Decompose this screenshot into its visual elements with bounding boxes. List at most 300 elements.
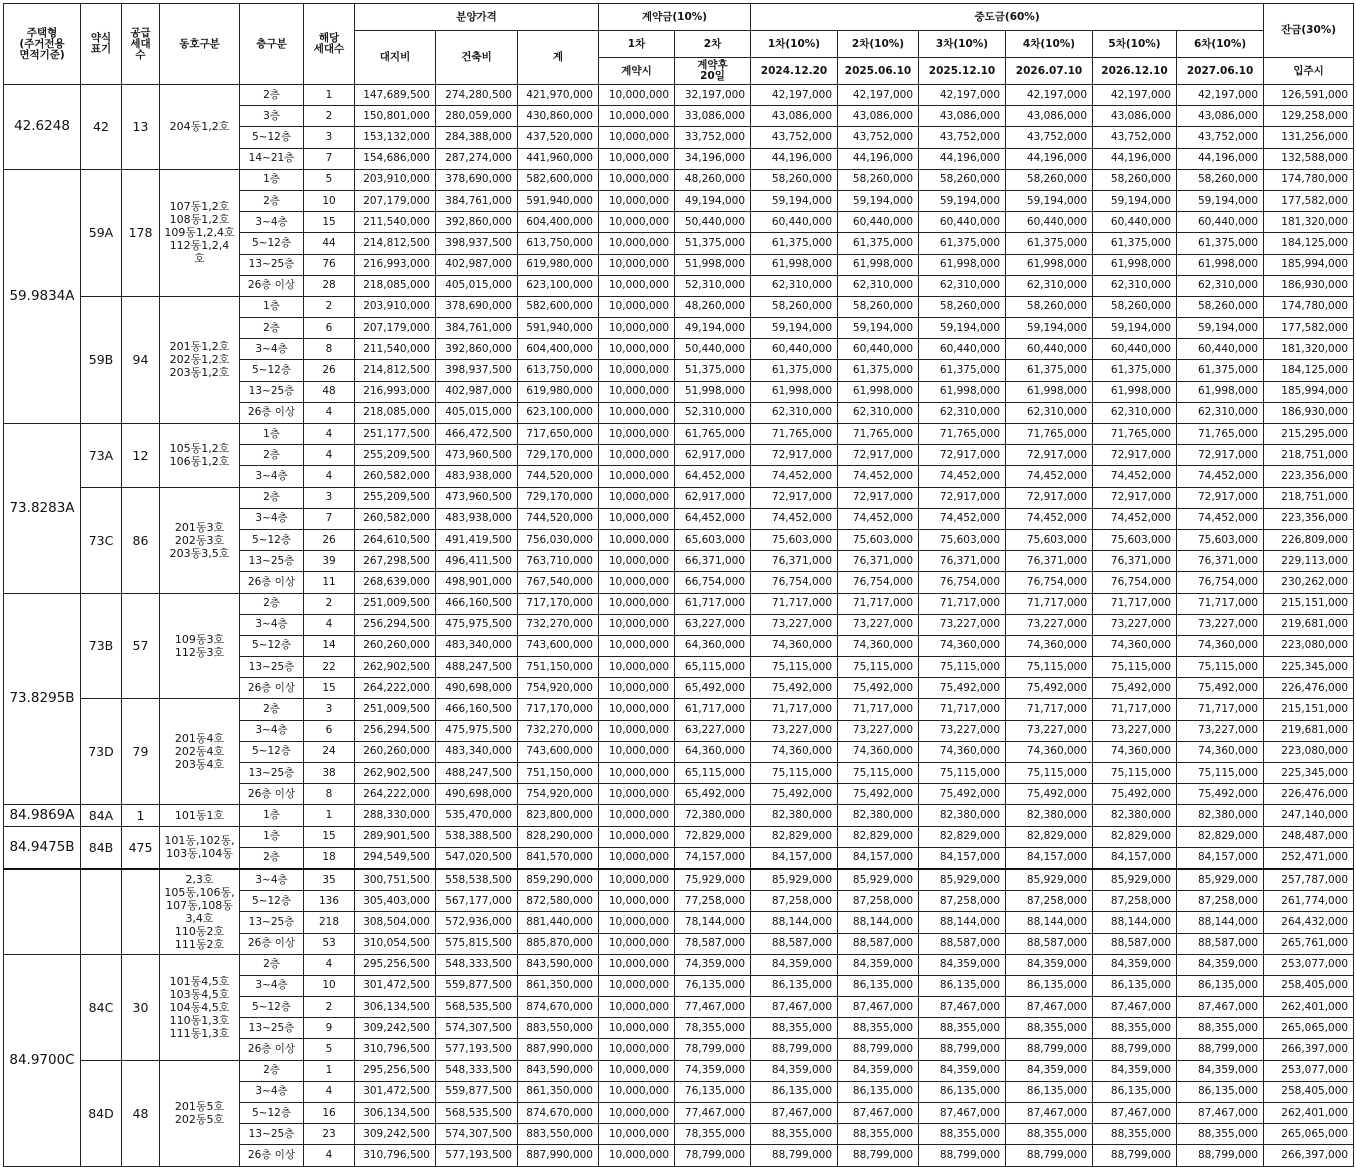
price-cell: 568,535,500 [436,997,518,1018]
price-cell: 88,144,000 [1093,912,1177,933]
price-cell: 63,227,000 [675,720,751,741]
floor-cell: 26층 이상 [240,402,304,423]
price-cell: 10,000,000 [599,1145,675,1166]
price-cell: 247,140,000 [1264,805,1354,826]
price-cell: 613,750,000 [518,233,599,254]
price-cell: 86,135,000 [1006,975,1093,996]
price-cell: 384,761,000 [436,318,518,339]
header-floor: 층구분 [240,4,304,85]
price-cell: 74,360,000 [1177,741,1264,762]
price-cell: 88,144,000 [838,912,919,933]
price-cell: 61,998,000 [1006,254,1093,275]
unit-count-cell: 7 [304,148,355,169]
price-cell: 42,197,000 [1093,85,1177,106]
price-cell: 88,355,000 [919,1124,1006,1145]
price-cell: 253,077,000 [1264,1060,1354,1081]
price-cell: 266,397,000 [1264,1145,1354,1166]
price-cell: 619,980,000 [518,381,599,402]
price-cell: 10,000,000 [599,318,675,339]
price-cell: 75,115,000 [751,657,838,678]
price-cell: 86,135,000 [1177,1081,1264,1102]
price-cell: 10,000,000 [599,106,675,127]
price-cell: 751,150,000 [518,657,599,678]
price-cell: 43,752,000 [1177,127,1264,148]
price-cell: 301,472,500 [355,1081,436,1102]
unit-count-cell: 4 [304,466,355,487]
price-cell: 10,000,000 [599,763,675,784]
price-cell: 262,902,500 [355,763,436,784]
floor-cell: 13~25층 [240,381,304,402]
price-cell: 874,670,000 [518,997,599,1018]
unit-count-cell: 4 [304,614,355,635]
price-cell: 88,355,000 [751,1018,838,1039]
unit-count-cell: 3 [304,487,355,508]
price-cell: 61,998,000 [838,254,919,275]
short-label-cell: 84C [81,954,122,1060]
price-cell: 43,752,000 [1006,127,1093,148]
floor-cell: 26층 이상 [240,933,304,954]
supply-count-cell: 57 [122,593,160,699]
price-cell: 181,320,000 [1264,339,1354,360]
price-cell: 392,860,000 [436,339,518,360]
price-cell: 74,452,000 [838,466,919,487]
price-cell: 260,260,000 [355,635,436,656]
price-cell: 10,000,000 [599,954,675,975]
unit-count-cell: 24 [304,741,355,762]
table-row [4,805,1354,826]
price-cell: 226,809,000 [1264,529,1354,550]
price-cell: 87,467,000 [1093,1103,1177,1124]
price-cell: 744,520,000 [518,466,599,487]
price-cell: 751,150,000 [518,763,599,784]
price-cell: 60,440,000 [838,212,919,233]
price-cell: 260,260,000 [355,741,436,762]
price-cell: 10,000,000 [599,254,675,275]
price-cell: 767,540,000 [518,572,599,593]
unit-count-cell: 2 [304,593,355,614]
floor-cell: 1층 [240,826,304,847]
price-cell: 88,144,000 [1177,912,1264,933]
header-total: 계 [518,31,599,85]
price-cell: 72,917,000 [838,445,919,466]
header-balance-when: 입주시 [1264,58,1354,85]
price-cell: 215,151,000 [1264,699,1354,720]
price-cell: 84,359,000 [1093,954,1177,975]
price-cell: 87,467,000 [1006,1103,1093,1124]
price-cell: 10,000,000 [599,466,675,487]
price-cell: 88,587,000 [1177,933,1264,954]
price-cell: 58,260,000 [919,169,1006,190]
price-cell: 306,134,500 [355,1103,436,1124]
price-cell: 547,020,500 [436,847,518,869]
price-cell: 58,260,000 [838,296,919,317]
floor-cell: 5~12층 [240,891,304,912]
unit-count-cell: 1 [304,805,355,826]
price-cell: 88,799,000 [1006,1039,1093,1060]
unit-count-cell: 6 [304,720,355,741]
price-cell: 71,717,000 [919,593,1006,614]
price-cell: 42,197,000 [919,85,1006,106]
price-cell: 88,799,000 [919,1145,1006,1166]
price-cell: 74,452,000 [1006,508,1093,529]
price-cell: 10,000,000 [599,678,675,699]
price-cell: 483,938,000 [436,466,518,487]
floor-cell: 3층 [240,106,304,127]
price-cell: 256,294,500 [355,614,436,635]
price-cell: 225,345,000 [1264,763,1354,784]
price-cell: 71,717,000 [1093,699,1177,720]
price-cell: 71,717,000 [751,593,838,614]
price-cell: 305,403,000 [355,891,436,912]
price-cell: 60,440,000 [751,212,838,233]
price-cell: 10,000,000 [599,529,675,550]
price-cell: 60,440,000 [1093,339,1177,360]
price-cell: 248,487,000 [1264,826,1354,847]
short-label-cell: 59B [81,296,122,423]
price-cell: 74,452,000 [919,508,1006,529]
table-row [4,1060,1354,1081]
price-cell: 73,227,000 [1006,614,1093,635]
unit-count-cell: 15 [304,826,355,847]
floor-cell: 5~12층 [240,1103,304,1124]
price-cell: 577,193,500 [436,1145,518,1166]
price-cell: 252,471,000 [1264,847,1354,869]
price-cell: 437,520,000 [518,127,599,148]
price-cell: 398,937,500 [436,233,518,254]
housing-type-cell: 84.9475B [4,826,81,869]
price-cell: 48,260,000 [675,296,751,317]
price-cell: 59,194,000 [919,318,1006,339]
price-cell: 392,860,000 [436,212,518,233]
price-cell: 61,375,000 [751,233,838,254]
unit-count-cell: 5 [304,1039,355,1060]
price-cell: 73,227,000 [1177,614,1264,635]
dong-ho-cell: 109동3호 112동3호 [160,593,240,699]
price-cell: 33,752,000 [675,127,751,148]
price-cell: 10,000,000 [599,1060,675,1081]
header-balance-group: 잔금(30%) [1264,4,1354,58]
price-cell: 384,761,000 [436,190,518,211]
price-cell: 51,998,000 [675,254,751,275]
price-cell: 75,492,000 [1006,678,1093,699]
price-cell: 378,690,000 [436,296,518,317]
unit-count-cell: 9 [304,1018,355,1039]
floor-cell: 3~4층 [240,720,304,741]
price-cell: 226,476,000 [1264,784,1354,805]
price-cell: 859,290,000 [518,869,599,891]
price-cell: 87,258,000 [751,891,838,912]
price-cell: 59,194,000 [838,190,919,211]
price-cell: 577,193,500 [436,1039,518,1060]
price-cell: 466,160,500 [436,699,518,720]
price-cell: 75,929,000 [675,869,751,891]
price-cell: 184,125,000 [1264,233,1354,254]
price-cell: 402,987,000 [436,381,518,402]
price-cell: 88,355,000 [838,1124,919,1145]
price-cell: 301,472,500 [355,975,436,996]
price-cell: 218,751,000 [1264,445,1354,466]
price-cell: 84,157,000 [838,847,919,869]
header-supply-count: 공급 세대 수 [122,4,160,85]
header-mid-4-date: 2026.07.10 [1006,58,1093,85]
price-cell: 86,135,000 [1093,975,1177,996]
price-cell: 85,929,000 [1093,869,1177,891]
price-cell: 76,754,000 [1093,572,1177,593]
unit-count-cell: 2 [304,997,355,1018]
price-cell: 216,993,000 [355,381,436,402]
price-cell: 153,132,000 [355,127,436,148]
unit-count-cell: 4 [304,424,355,445]
price-cell: 872,580,000 [518,891,599,912]
price-cell: 82,380,000 [838,805,919,826]
short-label-cell: 73C [81,487,122,593]
price-cell: 74,157,000 [675,847,751,869]
price-cell: 732,270,000 [518,720,599,741]
price-cell: 60,440,000 [919,339,1006,360]
price-cell: 82,829,000 [919,826,1006,847]
short-label-cell: 84D [81,1060,122,1166]
supply-count-cell: 48 [122,1060,160,1166]
price-cell: 82,829,000 [1177,826,1264,847]
housing-type-cell: 84.9869A [4,805,81,826]
price-cell: 88,144,000 [919,912,1006,933]
supply-count-cell: 178 [122,169,160,296]
price-cell: 87,467,000 [919,1103,1006,1124]
price-cell: 828,290,000 [518,826,599,847]
price-cell: 260,582,000 [355,508,436,529]
price-cell: 261,774,000 [1264,891,1354,912]
floor-cell: 1층 [240,169,304,190]
price-cell: 88,799,000 [1177,1145,1264,1166]
price-cell: 74,360,000 [838,635,919,656]
price-cell: 88,799,000 [1093,1145,1177,1166]
price-cell: 186,930,000 [1264,402,1354,423]
price-cell: 61,998,000 [751,381,838,402]
price-cell: 71,717,000 [838,699,919,720]
price-cell: 75,492,000 [838,784,919,805]
floor-cell: 5~12층 [240,360,304,381]
price-cell: 255,209,500 [355,445,436,466]
price-cell: 177,582,000 [1264,318,1354,339]
unit-count-cell: 7 [304,508,355,529]
price-cell: 75,603,000 [1006,529,1093,550]
dong-ho-cell: 101동4,5호 103동4,5호 104동4,5호 110동1,3호 111동1,3호 [160,954,240,1060]
price-cell: 58,260,000 [1006,169,1093,190]
price-cell: 73,227,000 [1093,720,1177,741]
price-cell: 44,196,000 [919,148,1006,169]
price-cell: 223,356,000 [1264,466,1354,487]
price-cell: 10,000,000 [599,720,675,741]
price-cell: 219,681,000 [1264,720,1354,741]
price-cell: 72,829,000 [675,826,751,847]
price-cell: 62,310,000 [751,275,838,296]
price-cell: 887,990,000 [518,1039,599,1060]
price-cell: 87,467,000 [751,997,838,1018]
price-cell: 61,998,000 [1093,381,1177,402]
price-cell: 44,196,000 [1006,148,1093,169]
dong-ho-cell: 105동1,2호 106동1,2호 [160,424,240,488]
price-cell: 558,538,500 [436,869,518,891]
price-cell: 75,115,000 [1006,763,1093,784]
price-cell: 274,280,500 [436,85,518,106]
price-cell: 559,877,500 [436,975,518,996]
price-cell: 49,194,000 [675,190,751,211]
unit-count-cell: 1 [304,85,355,106]
price-cell: 32,197,000 [675,85,751,106]
price-cell: 300,751,500 [355,869,436,891]
price-cell: 43,086,000 [919,106,1006,127]
price-cell: 71,717,000 [838,593,919,614]
price-cell: 10,000,000 [599,233,675,254]
price-cell: 75,492,000 [1177,678,1264,699]
price-cell: 75,115,000 [1177,763,1264,784]
supply-count-cell: 86 [122,487,160,593]
price-cell: 74,360,000 [838,741,919,762]
price-cell: 289,901,500 [355,826,436,847]
price-cell: 62,310,000 [838,275,919,296]
price-cell: 75,603,000 [1177,529,1264,550]
unit-count-cell: 16 [304,1103,355,1124]
price-cell: 60,440,000 [1177,339,1264,360]
floor-cell: 3~4층 [240,614,304,635]
price-cell: 10,000,000 [599,127,675,148]
floor-cell: 26층 이상 [240,678,304,699]
unit-count-cell: 15 [304,678,355,699]
price-cell: 71,717,000 [1006,699,1093,720]
price-cell: 84,157,000 [1093,847,1177,869]
price-cell: 74,360,000 [1093,635,1177,656]
price-cell: 62,310,000 [1177,402,1264,423]
price-cell: 10,000,000 [599,1124,675,1145]
price-cell: 72,917,000 [751,445,838,466]
price-cell: 754,920,000 [518,678,599,699]
short-label-cell: 73D [81,699,122,805]
floor-cell: 2층 [240,847,304,869]
unit-count-cell: 4 [304,954,355,975]
price-cell: 881,440,000 [518,912,599,933]
price-cell: 61,998,000 [1177,254,1264,275]
header-unit-count: 해당 세대수 [304,4,355,85]
price-cell: 591,940,000 [518,318,599,339]
price-cell: 73,227,000 [919,614,1006,635]
price-cell: 58,260,000 [1093,169,1177,190]
price-cell: 10,000,000 [599,508,675,529]
header-mid-3-date: 2025.12.10 [919,58,1006,85]
housing-type-cell: 59.9834A [4,169,81,423]
price-cell: 841,570,000 [518,847,599,869]
floor-cell: 2층 [240,85,304,106]
price-cell: 88,799,000 [751,1039,838,1060]
short-label-cell: 73A [81,424,122,488]
price-cell: 75,492,000 [1093,678,1177,699]
floor-cell: 3~4층 [240,466,304,487]
price-cell: 186,930,000 [1264,275,1354,296]
price-cell: 88,355,000 [1006,1018,1093,1039]
price-cell: 88,355,000 [1177,1018,1264,1039]
price-cell: 76,371,000 [1177,551,1264,572]
price-cell: 262,902,500 [355,657,436,678]
price-cell: 75,115,000 [1006,657,1093,678]
price-cell: 71,765,000 [838,424,919,445]
price-cell: 61,998,000 [919,254,1006,275]
price-cell: 87,467,000 [1177,997,1264,1018]
table-header [4,4,1354,85]
price-cell: 258,405,000 [1264,1081,1354,1102]
price-cell: 65,492,000 [675,678,751,699]
floor-cell: 5~12층 [240,635,304,656]
price-cell: 887,990,000 [518,1145,599,1166]
unit-count-cell: 3 [304,699,355,720]
price-cell: 184,125,000 [1264,360,1354,381]
floor-cell: 5~12층 [240,741,304,762]
price-cell: 58,260,000 [1177,169,1264,190]
price-cell: 62,310,000 [751,402,838,423]
header-short-label: 약식 표기 [81,4,122,85]
price-cell: 295,256,500 [355,954,436,975]
unit-count-cell: 4 [304,402,355,423]
supply-count-cell [122,869,160,954]
price-cell: 473,960,500 [436,487,518,508]
price-cell: 74,360,000 [1006,741,1093,762]
unit-count-cell: 23 [304,1124,355,1145]
floor-cell: 26층 이상 [240,1039,304,1060]
price-cell: 466,160,500 [436,593,518,614]
price-cell: 10,000,000 [599,445,675,466]
price-cell: 88,144,000 [1006,912,1093,933]
price-cell: 88,355,000 [1006,1124,1093,1145]
price-cell: 763,710,000 [518,551,599,572]
price-cell: 58,260,000 [919,296,1006,317]
price-cell: 71,765,000 [1177,424,1264,445]
floor-cell: 13~25층 [240,657,304,678]
dong-ho-cell: 201동5호 202동5호 [160,1060,240,1166]
price-cell: 76,135,000 [675,1081,751,1102]
price-cell: 861,350,000 [518,1081,599,1102]
price-cell: 88,355,000 [1093,1124,1177,1145]
table-body [4,85,1354,1167]
price-cell: 82,829,000 [838,826,919,847]
price-cell: 88,799,000 [838,1145,919,1166]
price-cell: 61,998,000 [838,381,919,402]
price-cell: 59,194,000 [1093,190,1177,211]
price-cell: 10,000,000 [599,1039,675,1060]
price-cell: 74,360,000 [751,741,838,762]
price-cell: 441,960,000 [518,148,599,169]
price-cell: 756,030,000 [518,529,599,550]
price-cell: 266,397,000 [1264,1039,1354,1060]
price-cell: 71,765,000 [1006,424,1093,445]
header-contract-2-when: 계약후 20일 [675,58,751,85]
price-cell: 548,333,500 [436,954,518,975]
price-cell: 86,135,000 [919,975,1006,996]
header-contract-1: 1차 [599,31,675,58]
header-contract-2: 2차 [675,31,751,58]
price-cell: 88,587,000 [1006,933,1093,954]
price-cell: 59,194,000 [1177,190,1264,211]
price-cell: 42,197,000 [838,85,919,106]
price-cell: 87,258,000 [919,891,1006,912]
price-cell: 203,910,000 [355,296,436,317]
price-cell: 71,717,000 [919,699,1006,720]
price-cell: 10,000,000 [599,784,675,805]
price-cell: 43,752,000 [1093,127,1177,148]
header-contract-1-when: 계약시 [599,58,675,85]
price-cell: 10,000,000 [599,1103,675,1124]
price-cell: 62,310,000 [838,402,919,423]
floor-cell: 26층 이상 [240,1145,304,1166]
floor-cell: 2층 [240,445,304,466]
floor-cell: 13~25층 [240,254,304,275]
